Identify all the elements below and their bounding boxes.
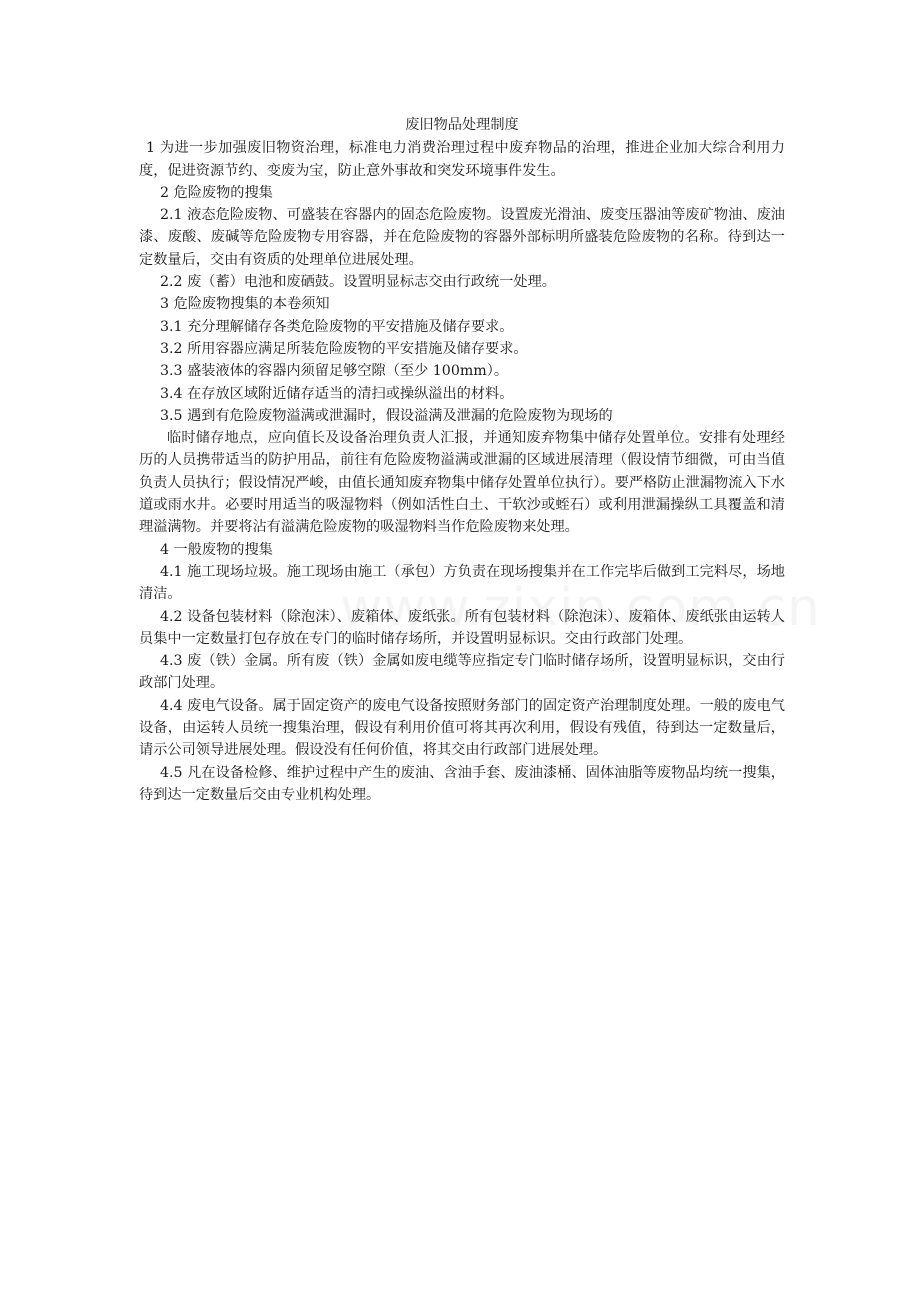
paragraph-2-2: 2.2 废（蓄）电池和废硒鼓。设置明显标志交由行政统一处理。 [160, 274, 556, 291]
document-title: 废旧物品处理制度 [405, 117, 519, 133]
paragraph-4-4: 4.4 废电气设备。属于固定资产的废电气设备按照财务部门的固定资产治理制度处理。一般的废电气设备，由运转人员统一搜集治理，假设有利用价值可将其再次利用，假设有残值，待到达一定数量后，请示公司领导进展处理。假设没有任何价值，将其交由行政部门进展处理。 [139, 697, 785, 759]
section-heading-2: 2 危险废物的搜集 [160, 184, 273, 201]
paragraph-3-1: 3.1 充分理解储存各类危险废物的平安措施及储存要求。 [160, 318, 514, 335]
paragraph-3-5-continued: 临时储存地点，应向值长及设备治理负责人汇报，并通知废弃物集中储存处置单位。安排有处理经历的人员携带适当的防护用品，前往有危险废物溢满或泄漏的区域进展清理（假设情节细微，可由当值负责人员执行；假设情况严峻，由值长通知废弃物集中储存处置单位执行）。要严格防止泄漏物流入下水道或雨水井。必要时用适当的吸湿物料（例如活性白土、干软沙或蛭石）或利用泄漏操纵工具覆盖和清理溢满物。并要将沾有溢满危险废物的吸湿物料当作危险废物来处理。 [139, 430, 785, 536]
paragraph-4-2: 4.2 设备包装材料（除泡沫）、废箱体、废纸张。所有包装材料（除泡沫）、废箱体、废纸张由运转人员集中一定数量打包存放在专门的临时储存场所，并设置明显标识。交由行政部门处理。 [139, 608, 785, 647]
paragraph-4-1: 4.1 施工现场垃圾。施工现场由施工（承包）方负责在现场搜集并在工作完毕后做到工完料尽，场地清洁。 [139, 563, 785, 603]
paragraph-3-2: 3.2 所用容器应满足所装危险废物的平安措施及储存要求。 [160, 340, 528, 357]
paragraph-4-3: 4.3 废（铁）金属。所有废（铁）金属如废电缆等应指定专门临时储存场所，设置明显标识，交由行政部门处理。 [139, 653, 785, 692]
document-body [139, 114, 785, 806]
section-heading-3: 3 危险废物搜集的本卷须知 [160, 296, 330, 313]
paragraph-3-5: 3.5 遇到有危险废物溢满或泄漏时，假设溢满及泄漏的危险废物为现场的 [160, 407, 613, 424]
paragraph-1: 1 为进一步加强废旧物资治理，标准电力消费治理过程中废弃物品的治理，推进企业加大综合利用力度，促进资源节约、变废为宝，防止意外事故和突发环境事件发生。 [139, 140, 785, 179]
paragraph-3-3: 3.3 盛装液体的容器内须留足够空隙（至少 100mm）。 [160, 363, 509, 380]
paragraph-2-1: 2.1 液态危险废物、可盛装在容器内的固态危险废物。设置废光滑油、废变压器油等废矿物油、废油漆、废酸、废碱等危险废物专用容器，并在危险废物的容器外部标明所盛装危险废物的名称。待到达一定数量后，交由有资质的处理单位进展处理。 [139, 207, 785, 268]
paragraph-4-5: 4.5 凡在设备检修、维护过程中产生的废油、含油手套、废油漆桶、固体油脂等废物品均统一搜集，待到达一定数量后交由专业机构处理。 [139, 764, 785, 803]
paragraph-3-4: 3.4 在存放区域附近储存适当的清扫或操纵溢出的材料。 [160, 385, 514, 402]
section-heading-4: 4 一般废物的搜集 [160, 541, 273, 558]
